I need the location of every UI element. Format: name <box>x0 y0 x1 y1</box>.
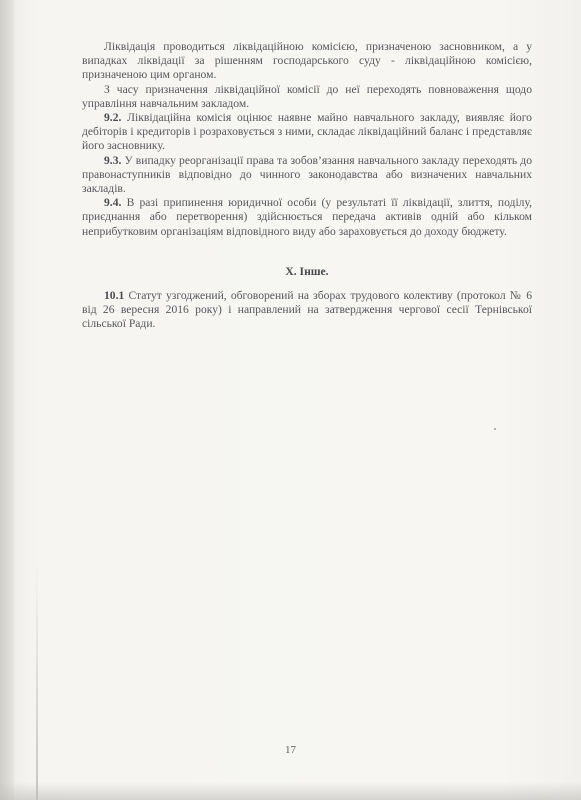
scan-speck <box>494 428 496 430</box>
clause-9-3 <box>82 154 532 197</box>
clause-text: В разі припинення юридичної особи (у результаті її ліквідації, злиття, поділу, приєднання або перетворення) здійснюється передача активів одній або кільком неприбутковим організаціям відповідного виду або зараховується до доходу бюджету. <box>82 196 532 238</box>
section-title: X. Інше. <box>285 264 329 278</box>
clause-10-1 <box>82 289 532 332</box>
paper-fold-shadow <box>36 560 38 800</box>
clause-text: Статут узгоджений, обговорений на зборах трудового колективу (протокол № 6 від 26 вересня 2016 року) і направлений на затвердження чергової сесії Тернівської сільської Ради. <box>82 289 532 331</box>
clause-number: 10.1 <box>104 289 125 303</box>
clause-number: 9.4. <box>104 196 122 210</box>
clause-number: 9.2. <box>104 111 122 125</box>
clause-text: Ліквідаційна комісія оцінює наявне майно навчального закладу, виявляє його дебіторів і кредиторів і розраховується з ними, складає ліквідаційний баланс і представляє його засновнику. <box>82 111 532 153</box>
clause-9-2 <box>82 111 532 154</box>
clause-number: 9.3. <box>104 153 122 167</box>
page-number: 17 <box>285 744 296 756</box>
document-body <box>82 40 532 332</box>
paragraph-liquidation <box>82 40 532 83</box>
bottom-edge-shadow <box>0 782 581 800</box>
binding-edge <box>0 0 14 800</box>
paragraph-text: З часу призначення ліквідаційної комісії до неї переходять повноваження щодо управління навчальним закладом. <box>82 82 532 110</box>
clause-text: У випадку реорганізації права та зобов’язання навчального закладу переходять до правонаступників відповідно до чинного законодавства або визначених навчальних закладів. <box>82 153 532 196</box>
clause-9-4 <box>82 196 532 239</box>
paragraph-commission-powers <box>82 83 532 111</box>
paragraph-text: Ліквідація проводиться ліквідаційною комісією, призначеною засновником, а у випадках ліквідації за рішенням господарського суду - ліквідаційною комісією, призначеною цим органом. <box>82 40 532 82</box>
